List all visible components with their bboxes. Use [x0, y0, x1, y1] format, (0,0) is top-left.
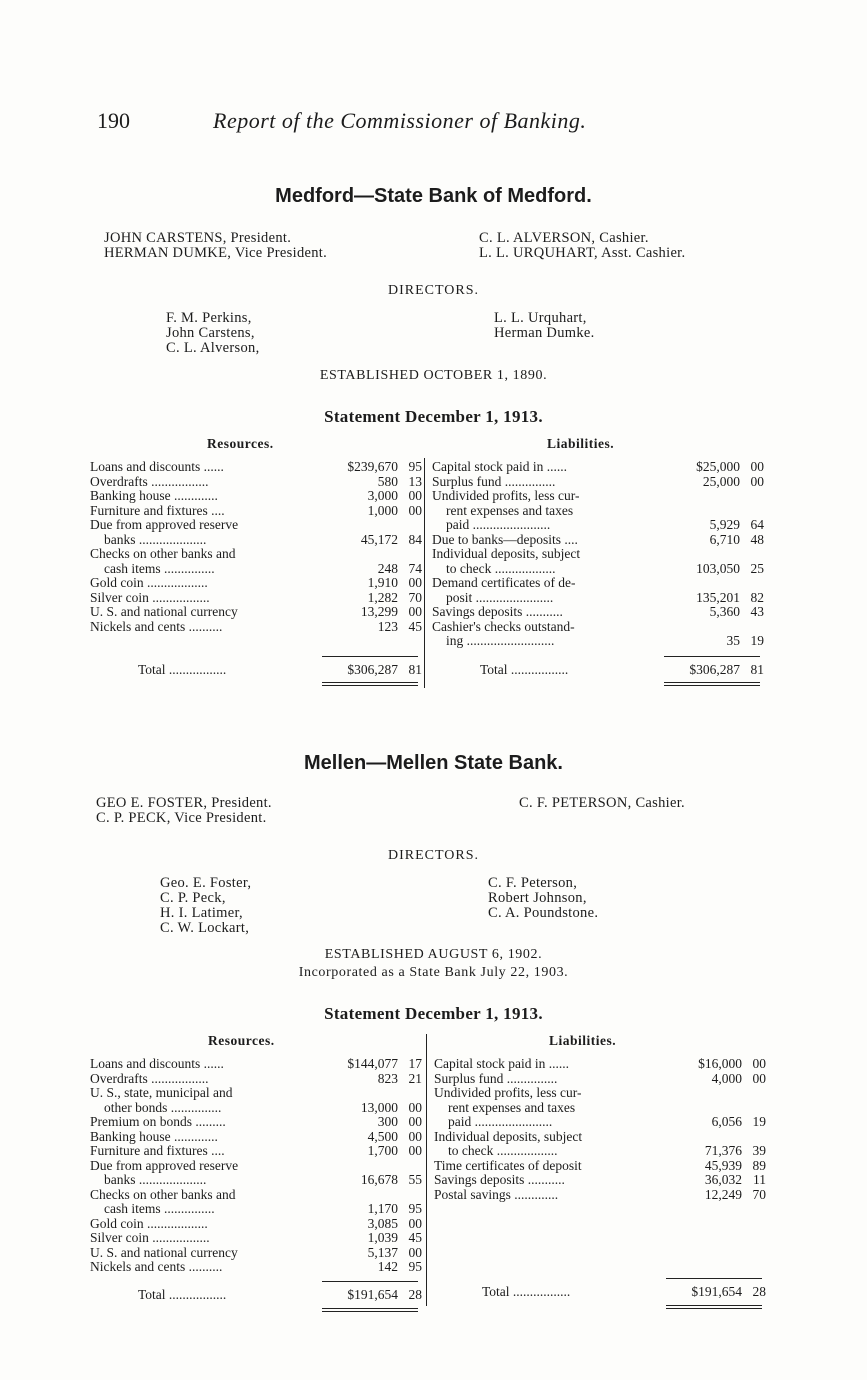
item-dollars: 142	[377, 1259, 398, 1274]
item-label: Silver coin .................	[90, 590, 210, 605]
total-cents: 28	[752, 1284, 766, 1299]
item-dollars: 1,000	[367, 502, 398, 518]
item-dollars: 103,050	[696, 560, 740, 576]
director: C. P. Peck,	[160, 890, 226, 906]
liabilities-total-row	[434, 1284, 766, 1300]
item-label: Furniture and fixtures ....	[90, 1144, 225, 1158]
liabilities-heading: Liabilities.	[549, 1033, 617, 1048]
item-dollars: 45,939	[704, 1157, 742, 1173]
ledger-row	[90, 518, 422, 533]
ledger-row	[434, 1159, 766, 1174]
ledger-row	[90, 1173, 422, 1188]
total-cents: 81	[750, 662, 764, 677]
item-dollars: 5,929	[709, 517, 740, 532]
liabilities-heading: Liabilities.	[547, 436, 615, 451]
director: C. W. Lockart,	[160, 920, 250, 936]
item-label: Loans and discounts ......	[90, 460, 224, 474]
item-cents: 00	[408, 488, 422, 503]
ledger-row	[90, 1260, 422, 1275]
item-cents: 19	[750, 633, 764, 648]
item-label: Checks on other banks and	[90, 1187, 236, 1202]
sum-rule	[664, 656, 760, 657]
directors-right	[494, 311, 595, 341]
item-label: Loans and discounts ......	[90, 1057, 224, 1071]
directors-left	[166, 311, 260, 356]
ledger-row	[432, 504, 764, 519]
resources-heading: Resources.	[208, 1033, 275, 1048]
item-label: to check ..................	[448, 1144, 558, 1158]
item-cents: 00	[408, 1128, 422, 1144]
ledger-row	[90, 620, 422, 635]
ledger-row	[434, 1144, 766, 1159]
total-label: Total .................	[480, 662, 569, 677]
established-note	[0, 367, 867, 385]
item-cents: 45	[408, 1230, 422, 1245]
item-dollars: 1,282	[367, 589, 398, 605]
total-cents: 28	[408, 1287, 422, 1302]
item-label: ing ..........................	[446, 634, 555, 648]
item-label: Surplus fund ...............	[434, 1071, 558, 1086]
sum-rule	[322, 656, 418, 657]
officers-right	[519, 796, 685, 811]
page-number: 190	[97, 108, 130, 133]
sum-rule	[666, 1278, 762, 1279]
ledger-row	[90, 1072, 422, 1087]
item-dollars: 12,249	[704, 1186, 742, 1202]
ledger-row	[90, 475, 422, 490]
item-cents: 00	[750, 473, 764, 489]
column-divider	[426, 1034, 427, 1306]
item-dollars: 6,056	[711, 1114, 742, 1129]
item-cents: 00	[408, 502, 422, 518]
item-dollars: 1,700	[367, 1143, 398, 1158]
double-rule	[322, 682, 418, 686]
item-label: Individual deposits, subject	[434, 1129, 583, 1144]
ledger-row	[90, 1231, 422, 1246]
item-dollars: 3,000	[367, 488, 398, 503]
item-label: banks ....................	[104, 532, 207, 547]
ledger-row	[90, 504, 422, 519]
director: Herman Dumke.	[494, 325, 595, 341]
officer: L. L. URQUHART, Asst. Cashier.	[479, 245, 686, 261]
item-label: paid .......................	[446, 518, 551, 532]
ledger-row	[432, 460, 764, 475]
ledger-row	[90, 1159, 422, 1174]
double-rule	[664, 682, 760, 686]
item-dollars: 123	[377, 618, 398, 634]
item-cents: 00	[408, 575, 422, 590]
item-cents: 74	[408, 560, 422, 576]
ledger-row	[90, 1217, 422, 1232]
ledger-row	[432, 620, 764, 635]
ledger-row	[432, 475, 764, 490]
ledger-row	[90, 576, 422, 591]
sum-rule	[322, 1281, 418, 1282]
item-dollars: 6,710	[709, 531, 740, 547]
item-cents: 00	[752, 1070, 766, 1086]
ledger-row	[432, 634, 764, 649]
item-dollars: 35	[726, 633, 740, 648]
ledger-row	[434, 1115, 766, 1130]
ledger-row	[434, 1173, 766, 1188]
ledger-row	[90, 1057, 422, 1072]
item-dollars: 36,032	[704, 1172, 742, 1187]
directors-heading: DIRECTORS.	[387, 283, 480, 298]
ledger-row	[90, 547, 422, 562]
ledger-row	[432, 518, 764, 533]
bank-title: Medford—State Bank of Medford.	[275, 185, 592, 207]
item-dollars: 1,039	[367, 1230, 398, 1245]
item-label: rent expenses and taxes	[446, 503, 574, 518]
liabilities-table	[434, 1057, 766, 1202]
double-rule	[322, 1308, 418, 1312]
ledger-row	[90, 605, 422, 620]
item-dollars: 823	[377, 1070, 398, 1086]
item-dollars: $25,000	[696, 459, 740, 474]
item-label: Time certificates of deposit	[434, 1158, 582, 1173]
item-dollars: 4,000	[711, 1070, 742, 1086]
item-cents: 00	[408, 1114, 422, 1129]
ledger-row	[432, 489, 764, 504]
total-label: Total .................	[138, 662, 227, 677]
item-label: U. S. and national currency	[90, 605, 238, 619]
officers-left	[104, 231, 327, 261]
total-dollars: $306,287	[347, 662, 398, 677]
officer: HERMAN DUMKE, Vice President.	[104, 245, 328, 261]
item-cents: 55	[408, 1172, 422, 1187]
item-label: Surplus fund ...............	[432, 474, 556, 489]
director: C. F. Peterson,	[488, 875, 578, 891]
item-label: U. S., state, municipal and	[90, 1086, 233, 1100]
item-dollars: 5,360	[709, 604, 740, 619]
resources-table	[90, 1057, 422, 1275]
item-dollars: 1,910	[367, 575, 398, 590]
item-cents: 21	[408, 1070, 422, 1086]
item-dollars: 248	[377, 560, 398, 576]
directors-left	[160, 876, 251, 936]
item-cents: 00	[408, 1099, 422, 1115]
established-note	[0, 946, 867, 982]
total-dollars: $306,287	[689, 662, 740, 677]
item-label: Nickels and cents ..........	[90, 1260, 223, 1274]
officers-right	[479, 231, 685, 261]
ledger-row	[434, 1130, 766, 1145]
item-cents: 00	[752, 1056, 766, 1071]
ledger-row	[432, 547, 764, 562]
bank-title: Mellen—Mellen State Bank.	[304, 752, 563, 774]
ledger-row	[434, 1072, 766, 1087]
director: F. M. Perkins,	[166, 310, 252, 326]
item-cents: 48	[750, 531, 764, 547]
officer: JOHN CARSTENS, President.	[104, 230, 292, 246]
item-label: Savings deposits ...........	[434, 1173, 565, 1187]
item-cents: 95	[408, 459, 422, 474]
item-label: Individual deposits, subject	[432, 547, 581, 561]
directors-heading: DIRECTORS.	[387, 848, 480, 863]
item-label: Overdrafts .................	[90, 1071, 209, 1086]
director: Robert Johnson,	[488, 890, 587, 906]
item-dollars: $239,670	[347, 459, 398, 474]
established-line: ESTABLISHED AUGUST 6, 1902.	[324, 947, 543, 962]
item-label: U. S. and national currency	[90, 1245, 238, 1260]
item-cents: 64	[750, 517, 764, 532]
ledger-row	[90, 562, 422, 577]
item-cents: 00	[408, 604, 422, 619]
item-cents: 00	[408, 1143, 422, 1158]
ledger-row	[432, 591, 764, 606]
item-label: Capital stock paid in ......	[432, 460, 567, 474]
item-label: Undivided profits, less cur-	[434, 1086, 582, 1100]
director: Geo. E. Foster,	[160, 875, 252, 891]
item-label: Demand certificates of de-	[432, 576, 576, 590]
officer: C. F. PETERSON, Cashier.	[519, 795, 685, 811]
item-cents: 70	[408, 589, 422, 605]
item-cents: 43	[750, 604, 764, 619]
item-dollars: 13,000	[360, 1099, 398, 1115]
item-cents: 00	[408, 1215, 422, 1231]
total-dollars: $191,654	[691, 1284, 742, 1299]
director: H. I. Latimer,	[160, 905, 243, 921]
item-label: Gold coin ..................	[90, 1216, 208, 1231]
director: C. L. Alverson,	[166, 340, 260, 356]
item-cents: 84	[408, 531, 422, 547]
total-cents: 81	[408, 662, 422, 677]
item-dollars: $16,000	[698, 1056, 742, 1071]
item-label: posit .......................	[446, 590, 554, 605]
resources-table	[90, 460, 422, 634]
officer: C. L. ALVERSON, Cashier.	[479, 230, 649, 246]
ledger-row	[432, 562, 764, 577]
item-cents: 45	[408, 618, 422, 634]
item-cents: 17	[408, 1056, 422, 1071]
resources-heading: Resources.	[207, 436, 274, 451]
item-label: Silver coin .................	[90, 1231, 210, 1245]
officers-left	[96, 796, 272, 826]
item-label: cash items ...............	[104, 561, 215, 576]
incorporated-line: Incorporated as a State Bank July 22, 1903.	[298, 965, 569, 980]
ledger-row	[434, 1101, 766, 1116]
item-label: Checks on other banks and	[90, 547, 236, 561]
directors-right	[488, 876, 598, 921]
item-label: Undivided profits, less cur-	[432, 489, 580, 503]
item-dollars: 16,678	[360, 1172, 398, 1187]
item-label: Premium on bonds .........	[90, 1115, 226, 1129]
item-cents: 39	[752, 1143, 766, 1158]
total-label: Total .................	[482, 1284, 571, 1299]
ledger-row	[90, 489, 422, 504]
running-title: Report of the Commissioner of Banking.	[213, 108, 587, 133]
ledger-row	[434, 1086, 766, 1101]
liabilities-total-row	[432, 662, 764, 678]
ledger-row	[432, 605, 764, 620]
total-dollars: $191,654	[347, 1287, 398, 1302]
officer: GEO E. FOSTER, President.	[96, 795, 272, 811]
item-dollars: 1,170	[367, 1201, 398, 1216]
item-cents: 00	[750, 459, 764, 474]
item-label: rent expenses and taxes	[448, 1100, 576, 1115]
item-label: banks ....................	[104, 1173, 207, 1187]
item-cents: 00	[408, 1244, 422, 1260]
item-label: cash items ...............	[104, 1202, 215, 1216]
ledger-row	[434, 1057, 766, 1072]
column-divider	[424, 458, 425, 688]
ledger-row	[90, 533, 422, 548]
item-label: Postal savings .............	[434, 1187, 559, 1202]
double-rule	[666, 1305, 762, 1309]
ledger-row	[432, 533, 764, 548]
ledger-row	[90, 1086, 422, 1101]
item-label: to check ..................	[446, 561, 556, 576]
ledger-row	[90, 1246, 422, 1261]
item-label: Savings deposits ...........	[432, 605, 563, 619]
item-cents: 95	[408, 1201, 422, 1216]
resources-total-row	[90, 662, 422, 678]
item-label: other bonds ...............	[104, 1100, 222, 1115]
item-cents: 13	[408, 473, 422, 489]
item-label: Banking house .............	[90, 1129, 218, 1144]
ledger-row	[90, 1115, 422, 1130]
item-dollars: 580	[377, 473, 398, 489]
item-cents: 19	[752, 1114, 766, 1129]
item-dollars: 300	[377, 1114, 398, 1129]
item-label: Gold coin ..................	[90, 576, 208, 590]
item-cents: 70	[752, 1186, 766, 1202]
ledger-row	[90, 1130, 422, 1145]
item-dollars: $144,077	[347, 1056, 398, 1071]
director: John Carstens,	[166, 325, 255, 341]
item-dollars: 71,376	[704, 1143, 742, 1158]
item-label: Due from approved reserve	[90, 1158, 239, 1173]
item-label: Nickels and cents ..........	[90, 619, 223, 634]
resources-total-row	[90, 1287, 422, 1303]
item-dollars: 135,201	[696, 589, 740, 605]
item-label: Cashier's checks outstand-	[432, 619, 575, 634]
item-dollars: 5,137	[367, 1244, 398, 1260]
item-cents: 25	[750, 560, 764, 576]
item-dollars: 13,299	[360, 604, 398, 619]
item-label: Banking house .............	[90, 489, 218, 503]
item-label: Due to banks—deposits ....	[432, 532, 578, 547]
item-cents: 11	[753, 1172, 766, 1187]
item-cents: 82	[750, 589, 764, 605]
ledger-row	[90, 591, 422, 606]
liabilities-table	[432, 460, 764, 649]
officer: C. P. PECK, Vice President.	[96, 810, 267, 826]
item-label: paid .......................	[448, 1115, 553, 1129]
item-dollars: 3,085	[367, 1215, 398, 1231]
ledger-row	[90, 1188, 422, 1203]
director: L. L. Urquhart,	[494, 310, 587, 326]
item-dollars: 45,172	[360, 531, 398, 547]
total-label: Total .................	[138, 1287, 227, 1302]
ledger-row	[90, 460, 422, 475]
established-line: ESTABLISHED OCTOBER 1, 1890.	[319, 368, 548, 383]
item-label: Capital stock paid in ......	[434, 1057, 569, 1071]
ledger-row	[90, 1202, 422, 1217]
ledger-row	[432, 576, 764, 591]
statement-title: Statement December 1, 1913.	[324, 1004, 543, 1023]
item-cents: 89	[752, 1157, 766, 1173]
item-label: Furniture and fixtures ....	[90, 503, 225, 518]
item-label: Due from approved reserve	[90, 518, 239, 532]
ledger-row	[90, 1101, 422, 1116]
director: C. A. Poundstone.	[488, 905, 599, 921]
statement-title: Statement December 1, 1913.	[324, 407, 543, 426]
item-cents: 95	[408, 1259, 422, 1274]
item-dollars: 4,500	[367, 1128, 398, 1144]
ledger-row	[434, 1188, 766, 1203]
ledger-row	[90, 1144, 422, 1159]
item-dollars: 25,000	[702, 473, 740, 489]
item-label: Overdrafts .................	[90, 474, 209, 489]
